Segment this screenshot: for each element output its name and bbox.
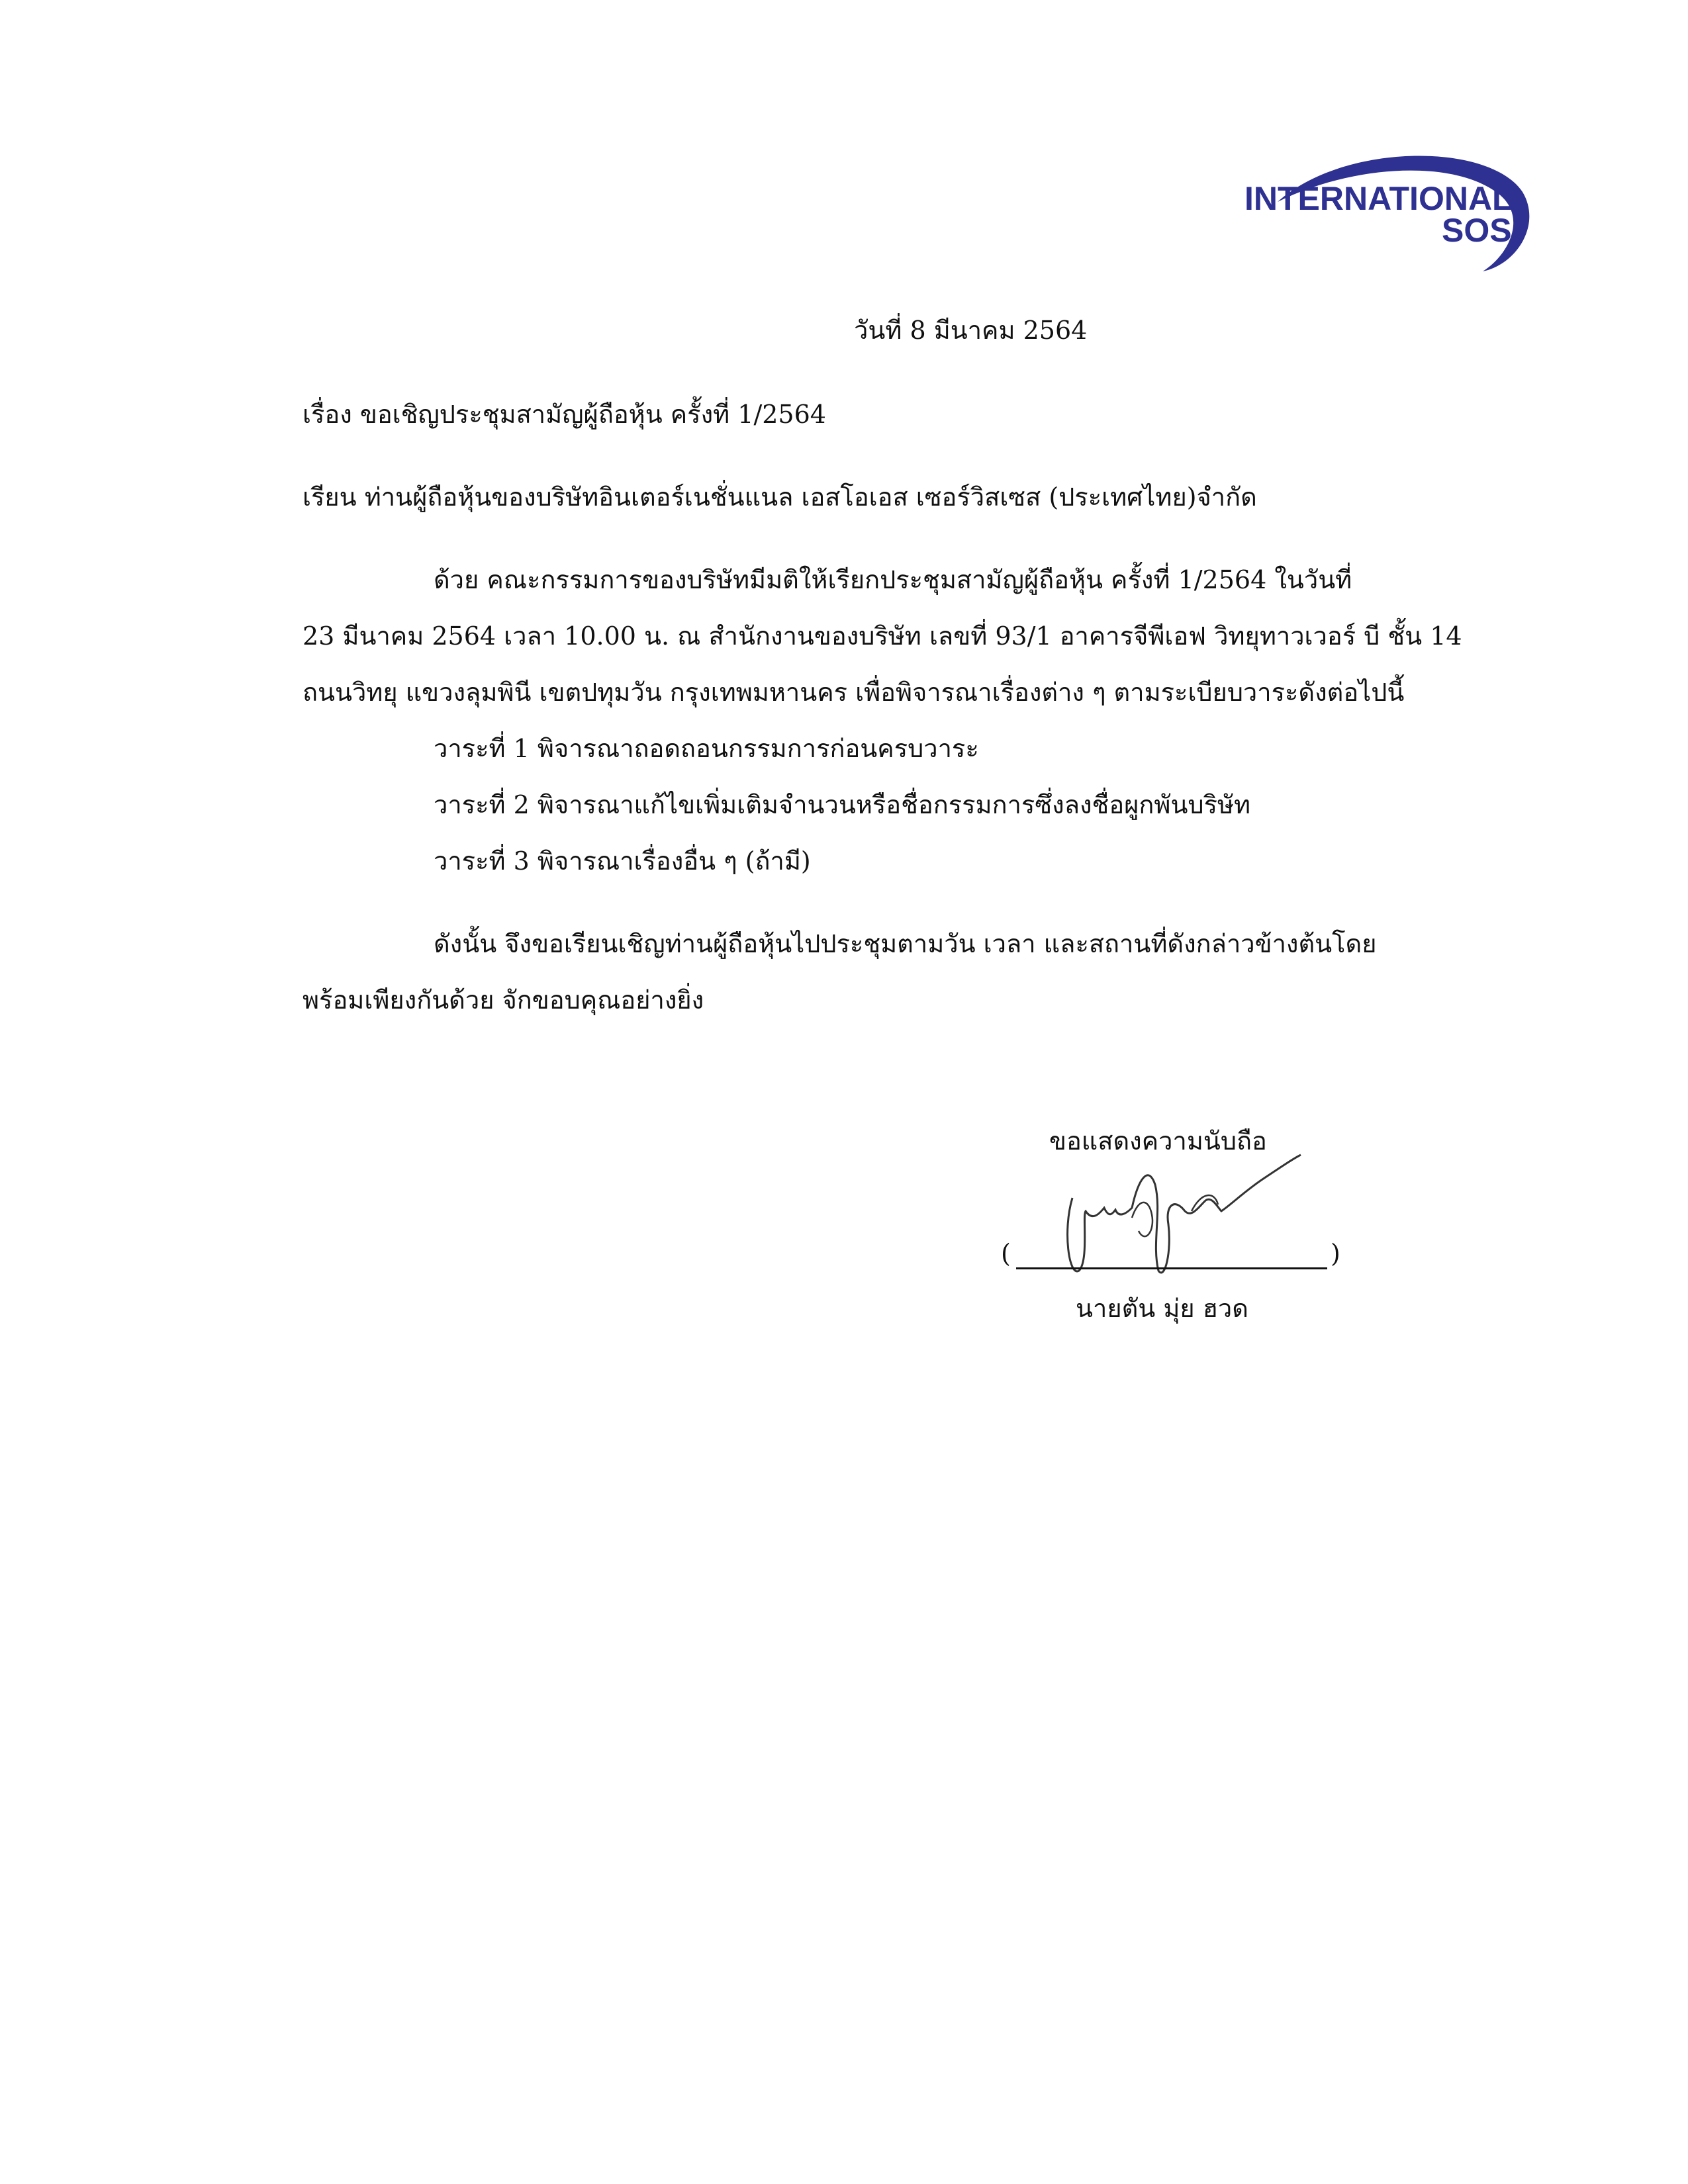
letter-date: วันที่ 8 มีนาคม 2564 — [854, 316, 1088, 345]
signature-line — [1016, 1267, 1327, 1269]
signature-paren-close: ) — [1331, 1239, 1340, 1268]
closing-line-1: ดังนั้น จึงขอเรียนเชิญท่านผู้ถือหุ้นไปประชุมตามวัน เวลา และสถานที่ดังกล่าวข้างต้นโดย — [434, 929, 1377, 958]
closing-line-2: พร้อมเพียงกันด้วย จักขอบคุณอย่างยิ่ง — [303, 985, 704, 1015]
letter-recipient: เรียน ท่านผู้ถือหุ้นของบริษัทอินเตอร์เนชั่นแนล เอสโอเอส เซอร์วิสเซส (ประเทศไทย)จำกัด — [303, 482, 1257, 512]
signature-paren-open: ( — [1001, 1239, 1011, 1268]
body-line-2: 23 มีนาคม 2564 เวลา 10.00 น. ณ สำนักงานของบริษัท เลขที่ 93/1 อาคารจีพีเอฟ วิทยุทาวเวอร์ บี ชั้น 14 — [303, 621, 1462, 651]
body-line-3: ถนนวิทยุ แขวงลุมพินี เขตปทุมวัน กรุงเทพมหานคร เพื่อพิจารณาเรื่องต่าง ๆ ตามระเบียบวาระดังต่อไปนี้ — [303, 678, 1405, 707]
handwritten-signature — [1033, 1152, 1324, 1284]
body-line-1: ด้วย คณะกรรมการของบริษัทมีมติให้เรียกประชุมสามัญผู้ถือหุ้น ครั้งที่ 1/2564 ในวันที่ — [434, 565, 1352, 594]
agenda-item-2: วาระที่ 2 พิจารณาแก้ไขเพิ่มเติมจำนวนหรือชื่อกรรมการซึ่งลงชื่อผูกพันบริษัท — [434, 790, 1251, 819]
agenda-item-1: วาระที่ 1 พิจารณาถอดถอนกรรมการก่อนครบวาระ — [434, 734, 979, 763]
signatory-name: นายตัน มุ่ย ฮวด — [1076, 1294, 1248, 1323]
international-sos-logo — [1231, 129, 1536, 281]
letter-subject: เรื่อง ขอเชิญประชุมสามัญผู้ถือหุ้น ครั้งที่ 1/2564 — [303, 400, 826, 429]
logo-text-sos: SOS — [1442, 212, 1512, 249]
logo-text-international: INTERNATIONAL — [1244, 180, 1513, 217]
letter-signoff: ขอแสดงความนับถือ — [1049, 1126, 1267, 1156]
agenda-item-3: วาระที่ 3 พิจารณาเรื่องอื่น ๆ (ถ้ามี) — [434, 846, 811, 876]
